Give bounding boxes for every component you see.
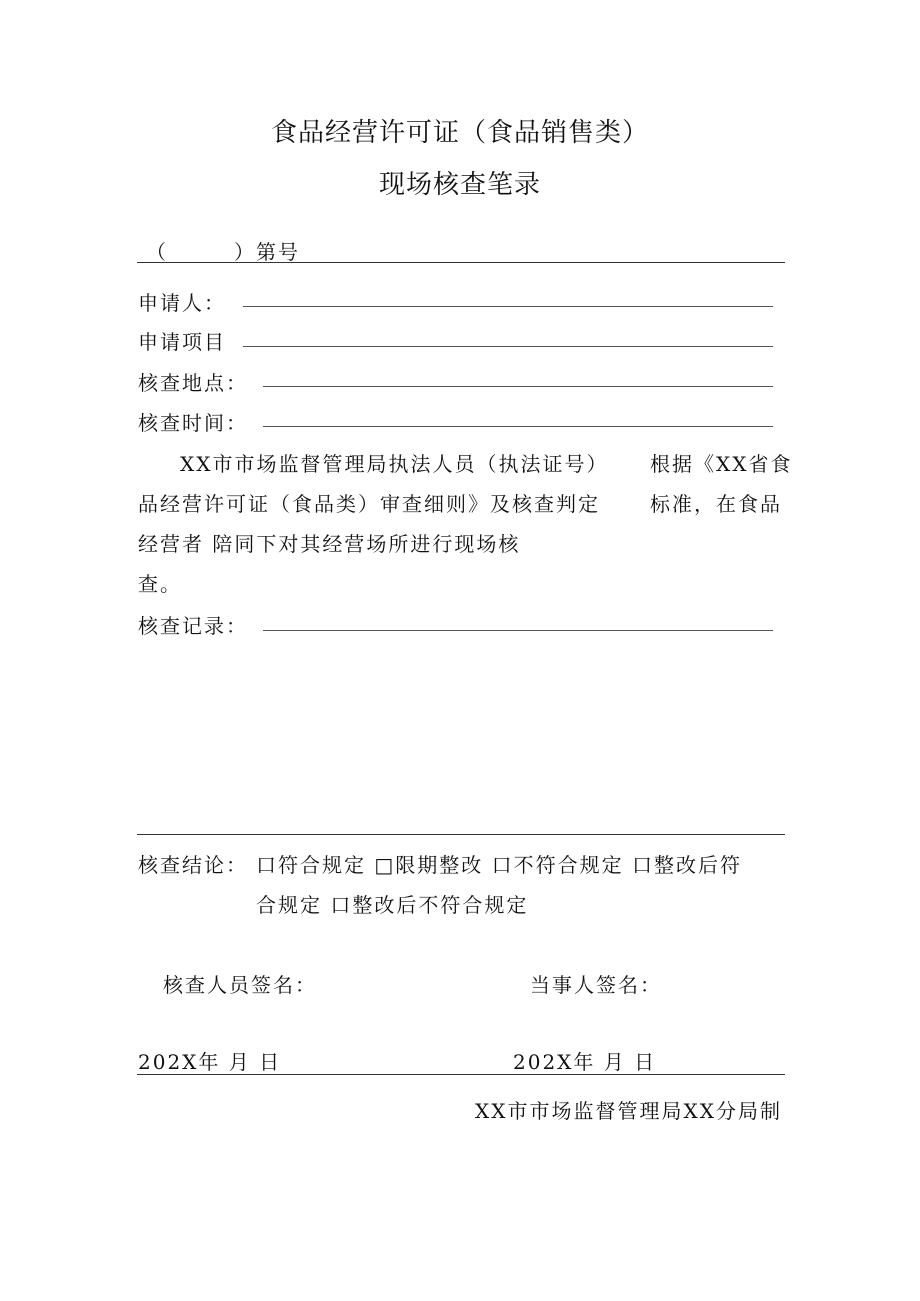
applicant-field[interactable] (243, 306, 773, 307)
conclusion-label: 核查结论： (138, 853, 248, 877)
applicant-label: 申请人： (138, 291, 226, 315)
bottom-divider (137, 1074, 785, 1075)
project-field[interactable] (243, 346, 773, 347)
record-divider (137, 834, 785, 835)
paragraph-line1-a: XX市市场监督管理局执法人员（执法证号） (180, 452, 609, 476)
party-signature-label: 当事人签名： (530, 973, 662, 997)
issuer-footer: XX市市场监督管理局XX分局制 (475, 1099, 782, 1123)
paragraph-line2-a: 品经营许可证（食品类）审查细则》及核查判定 (138, 492, 600, 516)
conclusion-options-line2[interactable]: 合规定 口整改后不符合规定 (256, 893, 529, 917)
document-number: （ ）第号 (146, 240, 300, 264)
time-label: 核查时间： (138, 411, 248, 435)
document-title: 食品经营许可证（食品销售类） (270, 118, 649, 148)
time-field[interactable] (263, 426, 773, 427)
paragraph-line2-b: 标准，在食品 (650, 492, 782, 516)
inspector-date: 202X年 月 日 (138, 1050, 282, 1074)
document-subtitle: 现场核查笔录 (378, 170, 541, 200)
paragraph-line3: 经营者 陪同下对其经营场所进行现场核 (138, 532, 521, 556)
paragraph-line1-b: 根据《XX省食 (650, 452, 793, 476)
paragraph-line4: 查。 (138, 572, 182, 596)
party-date: 202X年 月 日 (513, 1050, 657, 1074)
project-label: 申请项目 (138, 330, 226, 354)
inspector-signature-label: 核查人员签名： (163, 973, 317, 997)
conclusion-options-line1[interactable]: 口符合规定 □限期整改 口不符合规定 口整改后符 (256, 853, 742, 877)
location-field[interactable] (263, 386, 773, 387)
record-label: 核查记录： (138, 614, 248, 638)
record-field[interactable] (263, 630, 773, 631)
top-divider (137, 262, 785, 263)
location-label: 核查地点： (138, 371, 248, 395)
